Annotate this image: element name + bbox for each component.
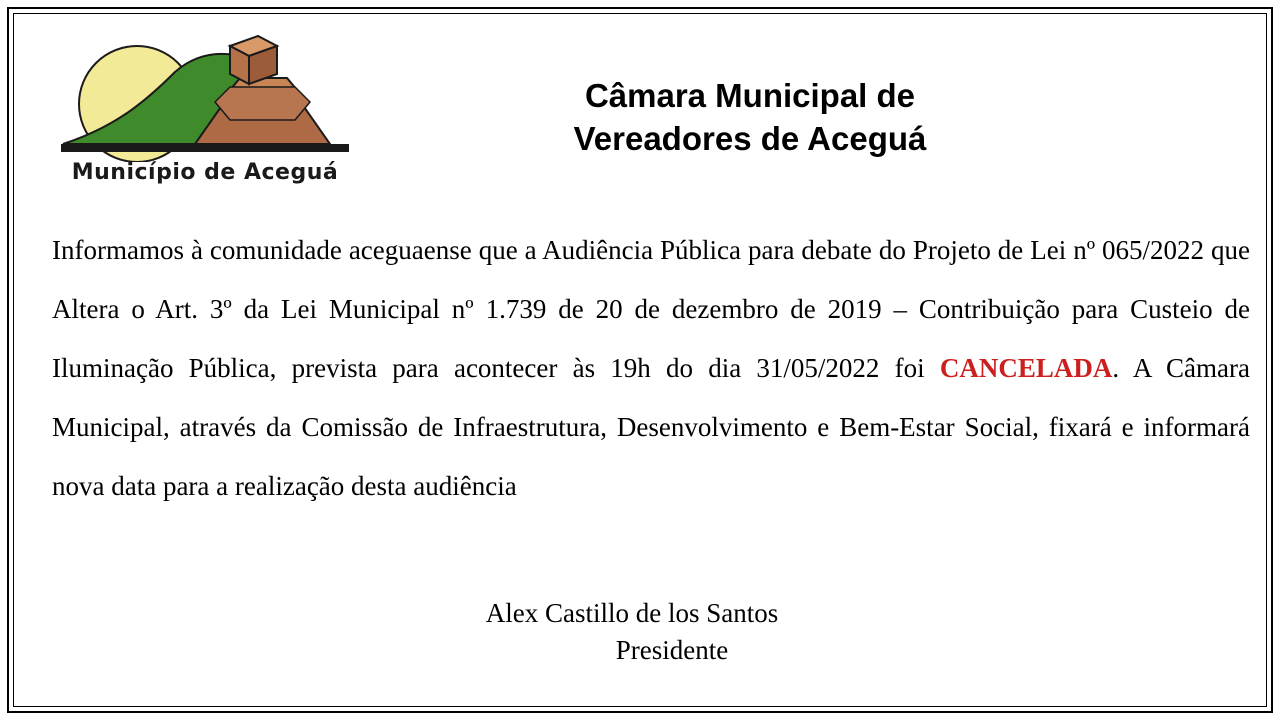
notice-text-before: Informamos à comunidade aceguaense que a Audiência Pública para debate do Projeto de Lei nº 065/2022 que Altera o Art. 3º da Lei Municipal nº 1.739 de 20 de dezembro de 2019 – Contribuição para Custeio de Iluminação Pública, prevista para acontecer às 19h do dia 31/05/2022 foi <box>52 235 1250 383</box>
signatory-title: Presidente <box>615 635 729 665</box>
municipality-logo <box>55 32 355 192</box>
logo-emblem-icon <box>55 32 355 162</box>
notice-body <box>52 221 1250 516</box>
title-line-1: Câmara Municipal de <box>584 77 916 114</box>
page-title <box>500 74 1000 160</box>
logo-baseline <box>61 144 349 152</box>
notice-text-after: . A Câmara Municipal, através da Comissão de Infraestrutura, Desenvolvimento e Bem-Estar Social, fixará e informará nova data para a realização desta audiência <box>52 353 1250 501</box>
cancelled-highlight: CANCELADA <box>939 353 1113 383</box>
logo-caption: Município de Aceguá <box>71 160 339 185</box>
signature-block <box>382 595 882 669</box>
signatory-name: Alex Castillo de los Santos <box>485 598 779 628</box>
title-line-2: Vereadores de Aceguá <box>573 120 927 157</box>
